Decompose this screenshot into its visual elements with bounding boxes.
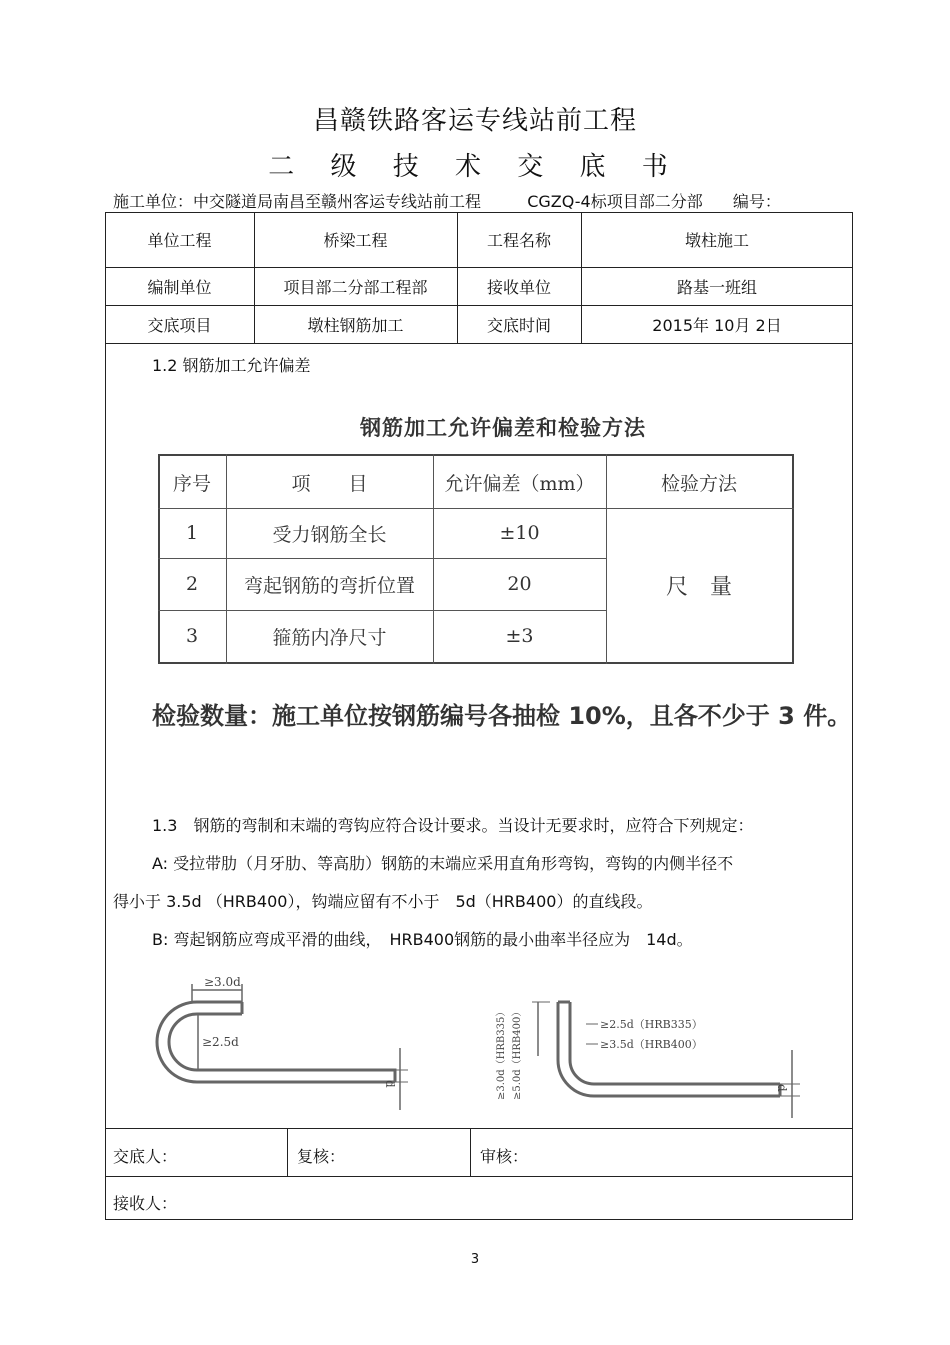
scan-row-no: 2	[185, 573, 199, 595]
bend-left-label-1: ≥3.0d（HRB335）	[496, 1006, 507, 1100]
cell-time: 2015年 10月 2日	[652, 315, 782, 335]
unit-line	[113, 189, 781, 212]
scan-method: 尺 量	[665, 574, 732, 600]
para-1-3: 1.3 钢筋的弯制和末端的弯钩应符合设计要求。当设计无要求时，应符合下列规定：	[152, 816, 754, 835]
hook-diagram	[150, 968, 420, 1118]
bend-diagram	[490, 990, 810, 1120]
scan-row-tolerance: ±3	[505, 625, 534, 647]
para-b: B: 弯起钢筋应弯成平滑的曲线， HRB400钢筋的最小曲率半径应为 14d。	[152, 930, 693, 949]
footer-col-divider	[287, 1128, 288, 1176]
scan-table-title: 钢筋加工允许偏差和检验方法	[360, 416, 646, 440]
cell-unit-project-label: 单位工程	[147, 231, 212, 250]
presenter-label: 交底人：	[113, 1147, 178, 1166]
hook-inner-label: ≥2.5d	[202, 1035, 239, 1049]
bend-left-label-2: ≥5.0d（HRB400）	[512, 1006, 523, 1100]
scan-row-item: 弯起钢筋的弯折位置	[243, 574, 415, 597]
cell-time-label: 交底时间	[486, 315, 551, 335]
footer-divider	[105, 1128, 853, 1129]
scan-header-item: 项 目	[291, 472, 368, 495]
scan-note: 检验数量：施工单位按钢筋编号各抽检 10%，且各不少于 3 件。	[152, 702, 852, 730]
scan-row-tolerance: 20	[507, 573, 532, 595]
scan-header-no: 序号	[172, 472, 211, 495]
scan-row-no: 1	[185, 522, 199, 544]
number-label: 编号：	[732, 192, 781, 211]
para-a-line2: 得小于 3.5d （HRB400），钩端应留有不小于 5d（HRB400）的直线段。	[113, 892, 653, 911]
cell-project-name: 墩柱施工	[684, 231, 749, 250]
unit-suffix: CGZQ-4标项目部二分部	[527, 192, 703, 211]
footer-divider	[105, 1176, 853, 1177]
scan-row-no: 3	[185, 625, 199, 647]
review-label: 复核：	[297, 1147, 346, 1166]
cell-receiver: 路基一班组	[676, 277, 757, 297]
cell-compiler-label: 编制单位	[147, 277, 212, 297]
scan-header-tolerance: 允许偏差（mm）	[444, 472, 595, 495]
page-number: 3	[470, 1252, 480, 1267]
audit-label: 审核：	[480, 1147, 529, 1166]
cell-unit-project: 桥梁工程	[323, 231, 388, 250]
hook-top-label: ≥3.0d	[204, 975, 241, 989]
bend-r-label-2: ≥3.5d（HRB400）	[600, 1038, 703, 1051]
unit-prefix: 施工单位：中交隧道局南昌至赣州客运专线站前工程	[113, 192, 482, 211]
cell-item: 墩柱钢筋加工	[307, 315, 404, 335]
bend-d-label: d	[775, 1084, 789, 1092]
cell-compiler: 项目部二分部工程部	[283, 277, 428, 297]
cell-item-label: 交底项目	[147, 315, 212, 335]
doc-subtitle: 二 级 技 术 交 底 书	[268, 152, 682, 182]
doc-title: 昌赣铁路客运专线站前工程	[312, 106, 637, 136]
scan-row-item: 箍筋内净尺寸	[272, 626, 387, 649]
footer-col-divider	[470, 1128, 471, 1176]
para-a-line1: A: 受拉带肋（月牙肋、等高肋）钢筋的末端应采用直角形弯钩，弯钩的内侧半径不	[152, 854, 734, 873]
scan-row-tolerance: ±10	[499, 522, 540, 544]
section-1-2-heading: 1.2 钢筋加工允许偏差	[152, 356, 311, 375]
row-divider	[105, 343, 853, 344]
receiver-label: 接收人：	[113, 1194, 178, 1213]
scan-header-method: 检验方法	[660, 472, 737, 495]
cell-project-name-label: 工程名称	[486, 231, 551, 250]
cell-receiver-label: 接收单位	[486, 277, 551, 297]
scan-row-item: 受力钢筋全长	[272, 523, 387, 546]
bend-r-label-1: ≥2.5d（HRB335）	[600, 1018, 703, 1031]
hook-d-label: d	[383, 1080, 397, 1088]
